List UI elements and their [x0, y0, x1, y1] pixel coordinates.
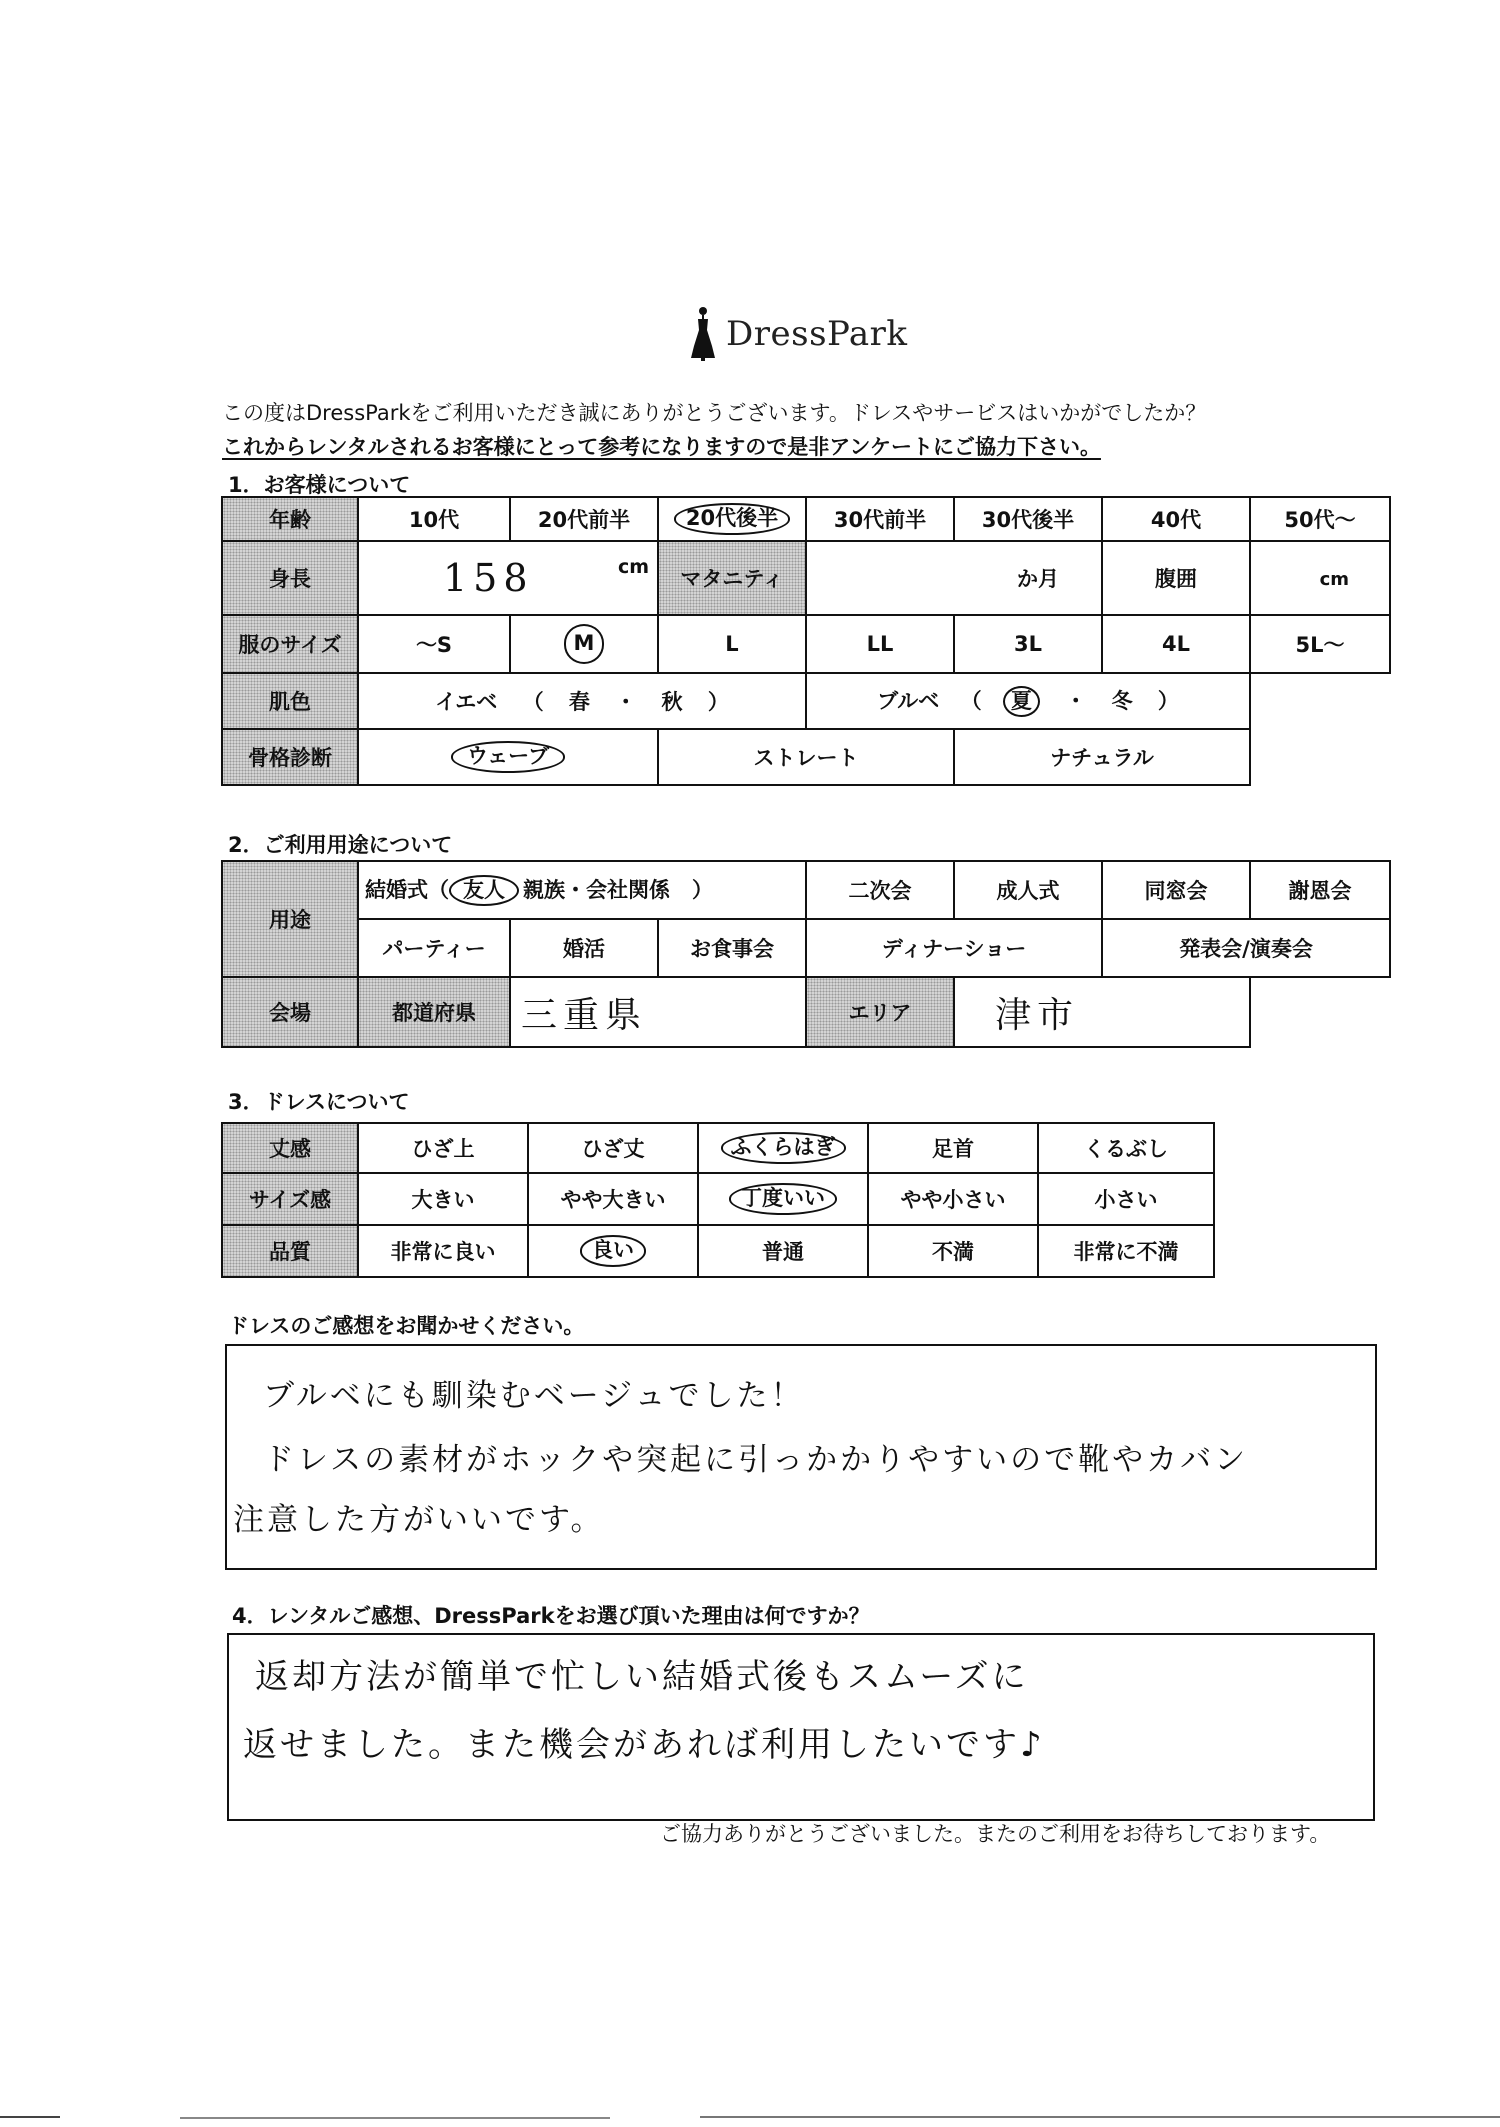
- separator-dot: ・: [1065, 688, 1087, 713]
- venue-row: [222, 977, 1390, 1047]
- impressions-textarea[interactable]: [225, 1344, 1377, 1570]
- selected-circle-mark: ふくらはぎ: [721, 1132, 846, 1163]
- purpose-thanks-party[interactable]: 謝恩会: [1250, 861, 1390, 919]
- section-1-title: 1．お客様について: [228, 473, 411, 497]
- purpose-reunion[interactable]: 同窓会: [1102, 861, 1250, 919]
- paren-close: ）: [1157, 688, 1179, 713]
- impressions-title: ドレスのご感想をお聞かせください。: [228, 1314, 585, 1338]
- height-unit: cm: [617, 556, 649, 578]
- empty-cell: [1250, 977, 1390, 1047]
- skeleton-option-natural[interactable]: ナチュラル: [954, 729, 1250, 785]
- purpose-dinner-party[interactable]: お食事会: [658, 919, 806, 977]
- blue-base-name: ブルベ: [877, 688, 940, 713]
- waist-label: 腹囲: [1102, 541, 1250, 615]
- purpose-party[interactable]: パーティー: [358, 919, 510, 977]
- wedding-friend-selected[interactable]: 友人: [449, 875, 519, 906]
- height-field[interactable]: [358, 541, 658, 615]
- dress-icon: [690, 306, 716, 362]
- size-option-4l[interactable]: 4L: [1102, 615, 1250, 673]
- selected-circle-mark: 20代後半: [674, 503, 790, 534]
- height-row: [222, 541, 1390, 615]
- intro-line-1: この度はDressParkをご利用いただき誠にありがとうございます。ドレスやサービスはいかがでしたか？: [222, 401, 1207, 425]
- fit-label: サイズ感: [222, 1173, 358, 1225]
- paren-open: （: [960, 688, 982, 713]
- age-label: 年齢: [222, 497, 358, 541]
- length-knee[interactable]: ひざ丈: [528, 1123, 698, 1173]
- skin-blue-base[interactable]: [806, 673, 1250, 729]
- paren-close: ）: [707, 690, 729, 714]
- waist-field[interactable]: [1250, 541, 1390, 615]
- age-option-late-20s[interactable]: [658, 497, 806, 541]
- footer-thanks: ご協力ありがとうございました。またのご利用をお待ちしております。: [660, 1822, 1331, 1846]
- length-row: [222, 1123, 1214, 1173]
- maternity-field[interactable]: [806, 541, 1102, 615]
- season-spring[interactable]: 春: [568, 690, 590, 714]
- quality-label: 品質: [222, 1225, 358, 1277]
- section-4-title: 4．レンタルご感想、DressParkをお選び頂いた理由は何ですか？: [232, 1604, 870, 1628]
- customer-table: [221, 496, 1391, 786]
- purpose-row-1: [222, 861, 1390, 919]
- fit-large[interactable]: 大きい: [358, 1173, 528, 1225]
- scan-edge-line: [0, 2116, 60, 2118]
- purpose-after-party[interactable]: 二次会: [806, 861, 954, 919]
- season-winter[interactable]: 冬: [1111, 688, 1133, 713]
- length-ankle[interactable]: 足首: [868, 1123, 1038, 1173]
- selected-circle-mark: M: [564, 624, 605, 663]
- purpose-wedding[interactable]: [358, 861, 806, 919]
- brand-logo: [690, 304, 908, 364]
- purpose-row-2: [222, 919, 1390, 977]
- length-above-knee[interactable]: ひざ上: [358, 1123, 528, 1173]
- empty-cell: [1250, 673, 1390, 729]
- impressions-line-2: ドレスの素材がホックや突起に引っかかりやすいので靴やカバン: [263, 1442, 1249, 1478]
- fit-just-right[interactable]: [698, 1173, 868, 1225]
- impressions-line-1: ブルベにも馴染むベージュでした！: [263, 1378, 805, 1414]
- wedding-label: 結婚式（: [365, 877, 449, 902]
- reason-textarea[interactable]: [227, 1633, 1375, 1821]
- quality-very-good[interactable]: 非常に良い: [358, 1225, 528, 1277]
- quality-good[interactable]: [528, 1225, 698, 1277]
- purpose-label: 用途: [222, 861, 358, 977]
- size-option-5l[interactable]: 5L～: [1250, 615, 1390, 673]
- area-field[interactable]: [954, 977, 1250, 1047]
- waist-unit: cm: [1319, 569, 1349, 590]
- paren-open: （: [522, 690, 544, 714]
- height-label: 身長: [222, 541, 358, 615]
- age-option-late-30s[interactable]: 30代後半: [954, 497, 1102, 541]
- reason-line-1: 返却方法が簡単で忙しい結婚式後もスムーズに: [255, 1657, 1029, 1697]
- quality-unsatisfied[interactable]: 不満: [868, 1225, 1038, 1277]
- size-option-m[interactable]: [510, 615, 658, 673]
- quality-very-unsatisfied[interactable]: 非常に不満: [1038, 1225, 1214, 1277]
- size-option-l[interactable]: L: [658, 615, 806, 673]
- age-option-early-20s[interactable]: 20代前半: [510, 497, 658, 541]
- purpose-konkatsu[interactable]: 婚活: [510, 919, 658, 977]
- season-summer-selected[interactable]: 夏: [1003, 686, 1040, 717]
- age-option-early-30s[interactable]: 30代前半: [806, 497, 954, 541]
- selected-circle-mark: 丁度いい: [729, 1183, 837, 1214]
- skeleton-label: 骨格診断: [222, 729, 358, 785]
- size-option-s[interactable]: ～S: [358, 615, 510, 673]
- size-option-ll[interactable]: LL: [806, 615, 954, 673]
- purpose-recital[interactable]: 発表会/演奏会: [1102, 919, 1390, 977]
- quality-normal[interactable]: 普通: [698, 1225, 868, 1277]
- area-label: エリア: [806, 977, 954, 1047]
- size-row: [222, 615, 1390, 673]
- age-option-40s[interactable]: 40代: [1102, 497, 1250, 541]
- season-autumn[interactable]: 秋: [661, 690, 683, 714]
- impressions-line-3: 注意した方がいいです。: [233, 1502, 605, 1538]
- paren-close: ）: [692, 877, 713, 902]
- length-ankle-bone[interactable]: くるぶし: [1038, 1123, 1214, 1173]
- purpose-dinner-show[interactable]: ディナーショー: [806, 919, 1102, 977]
- fit-slightly-small[interactable]: やや小さい: [868, 1173, 1038, 1225]
- selected-circle-mark: ウェーブ: [451, 741, 565, 772]
- skin-label: 肌色: [222, 673, 358, 729]
- fit-small[interactable]: 小さい: [1038, 1173, 1214, 1225]
- empty-cell: [1250, 729, 1390, 785]
- age-row: [222, 497, 1390, 541]
- fit-row: [222, 1173, 1214, 1225]
- maternity-unit: か月: [1017, 567, 1059, 591]
- section-3-title: 3．ドレスについて: [228, 1090, 410, 1114]
- fit-slightly-large[interactable]: やや大きい: [528, 1173, 698, 1225]
- size-label: 服のサイズ: [222, 615, 358, 673]
- skeleton-option-straight[interactable]: ストレート: [658, 729, 954, 785]
- quality-row: [222, 1225, 1214, 1277]
- scan-edge-line: [700, 2116, 1500, 2118]
- skeleton-row: [222, 729, 1390, 785]
- dress-table: [221, 1122, 1215, 1278]
- section-2-title: 2．ご利用用途について: [228, 833, 453, 857]
- prefecture-label: 都道府県: [358, 977, 510, 1047]
- scan-edge-line: [180, 2117, 610, 2119]
- yellow-base-name: イエベ: [435, 690, 498, 714]
- purpose-coming-of-age[interactable]: 成人式: [954, 861, 1102, 919]
- skin-yellow-base[interactable]: [358, 673, 806, 729]
- skeleton-option-wave[interactable]: [358, 729, 658, 785]
- intro-line-2: これからレンタルされるお客様にとって参考になりますので是非アンケートにご協力下さい。: [222, 435, 1101, 459]
- age-option-10s[interactable]: 10代: [358, 497, 510, 541]
- venue-label: 会場: [222, 977, 358, 1047]
- area-value: 津市: [995, 994, 1080, 1036]
- length-label: 丈感: [222, 1123, 358, 1173]
- maternity-label: マタニティ: [658, 541, 806, 615]
- brand-name: DressPark: [726, 314, 908, 354]
- purpose-table: [221, 860, 1391, 1048]
- length-calf[interactable]: [698, 1123, 868, 1173]
- separator-dot: ・: [615, 690, 637, 714]
- reason-line-2: 返せました。また機会があれば利用したいです♪: [243, 1725, 1045, 1765]
- prefecture-field[interactable]: [510, 977, 806, 1047]
- prefecture-value: 三重県: [521, 994, 648, 1036]
- wedding-relatives-company[interactable]: 親族・会社関係: [523, 877, 670, 902]
- skin-row: [222, 673, 1390, 729]
- size-option-3l[interactable]: 3L: [954, 615, 1102, 673]
- age-option-50s-plus[interactable]: 50代～: [1250, 497, 1390, 541]
- height-value: 158: [443, 556, 534, 600]
- selected-circle-mark: 良い: [580, 1235, 646, 1266]
